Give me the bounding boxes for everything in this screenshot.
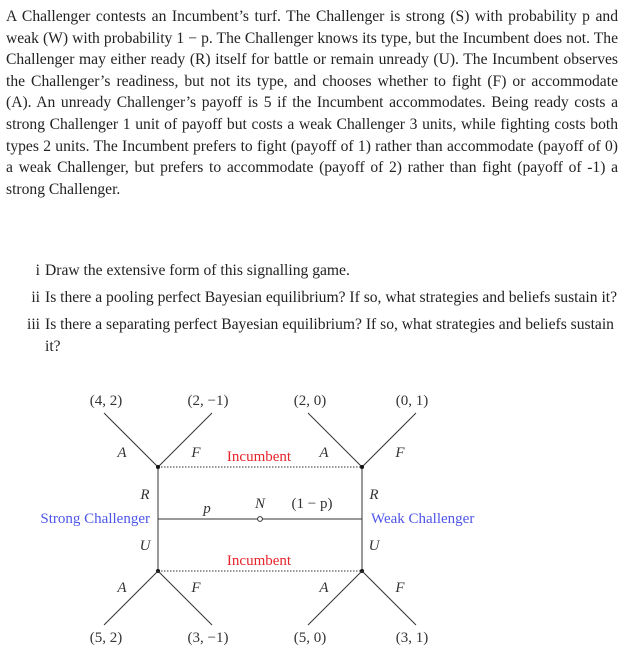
action-label-accommodate: A [117, 445, 127, 461]
player-label-weak-challenger: Weak Challenger [371, 511, 475, 527]
question-text: Draw the extensive form of this signalling game. [45, 262, 350, 279]
decision-node [360, 465, 364, 469]
edge-weak-ready-fight [362, 413, 416, 467]
question-text: Is there a pooling perfect Bayesian equilibrium? If so, what strategies and beliefs sustain it? [45, 289, 618, 307]
action-label-accommodate: A [319, 445, 329, 461]
payoff-strong-ready-accommodate: (4, 2) [89, 393, 123, 409]
action-label-accommodate: A [117, 580, 127, 596]
nature-node [258, 517, 263, 522]
question-item [20, 314, 618, 356]
payoff-strong-unready-accommodate: (5, 2) [89, 630, 123, 646]
game-tree-diagram [0, 380, 626, 658]
payoff-strong-ready-fight: (2, −1) [187, 393, 229, 409]
action-label-fight: F [191, 445, 201, 461]
action-label-unready: U [139, 538, 151, 554]
problem-statement: A Challenger contests an Incumbent’s turf. The Challenger is strong (S) with probability p and weak (W) with probability 1 − p. The Challenger knows its type, but the Incumbent does not. The Challenger may either ready (R) itself for battle or remain unready (U). The Incumbent observes the Challenger’s readiness, but not its type, and chooses whether to fight (F) or accommodate (A). An unready Challenger’s payoff is 5 if the Incumbent accommodates. Being ready costs a strong Challenger 1 unit of payoff but costs a weak Challenger 3 units, while fighting costs both types 2 units. The Incumbent prefers to fight (payoff of 1) rather than accommodate (payoff of 0) a weak Challenger, but prefers to accommodate (payoff of 2) rather than fight (payoff of -1) a strong Challenger. [6, 8, 618, 198]
payoff-weak-ready-fight: (0, 1) [395, 393, 429, 409]
action-label-ready: R [140, 487, 150, 503]
action-label-fight: F [191, 580, 201, 596]
edge-weak-unready-fight [362, 571, 416, 625]
action-label-ready: R [369, 487, 379, 503]
question-number: ii [31, 289, 40, 307]
action-label-unready: U [368, 538, 380, 554]
player-label-incumbent: Incumbent [226, 553, 292, 569]
question-number: i [35, 262, 40, 279]
payoff-strong-unready-fight: (3, −1) [187, 630, 229, 646]
decision-node [156, 465, 160, 469]
payoff-weak-unready-fight: (3, 1) [395, 630, 429, 646]
player-label-incumbent: Incumbent [226, 449, 292, 465]
question-item [20, 260, 618, 281]
edge-strong-ready-fight [158, 413, 212, 467]
edge-strong-unready-accommodate [104, 571, 158, 625]
action-label-accommodate: A [319, 580, 329, 596]
edge-strong-unready-fight [158, 571, 212, 625]
payoff-weak-unready-accommodate: (5, 0) [293, 630, 327, 646]
player-label-strong-challenger: Strong Challenger [40, 511, 150, 527]
nature-label: N [254, 496, 266, 512]
question-text: Is there a separating perfect Bayesian equilibrium? If so, what strategies and beliefs sustain it? [45, 316, 614, 355]
action-label-fight: F [395, 445, 405, 461]
question-number: iii [27, 316, 40, 334]
question-item [20, 287, 618, 308]
prob-strong-label: p [203, 501, 211, 517]
action-label-fight: F [395, 580, 405, 596]
prob-weak-label: (1 − p) [291, 496, 333, 512]
edge-weak-ready-accommodate [308, 413, 362, 467]
edge-strong-ready-accommodate [104, 413, 158, 467]
edge-weak-unready-accommodate [308, 571, 362, 625]
question-list [20, 260, 618, 363]
payoff-weak-ready-accommodate: (2, 0) [293, 393, 327, 409]
